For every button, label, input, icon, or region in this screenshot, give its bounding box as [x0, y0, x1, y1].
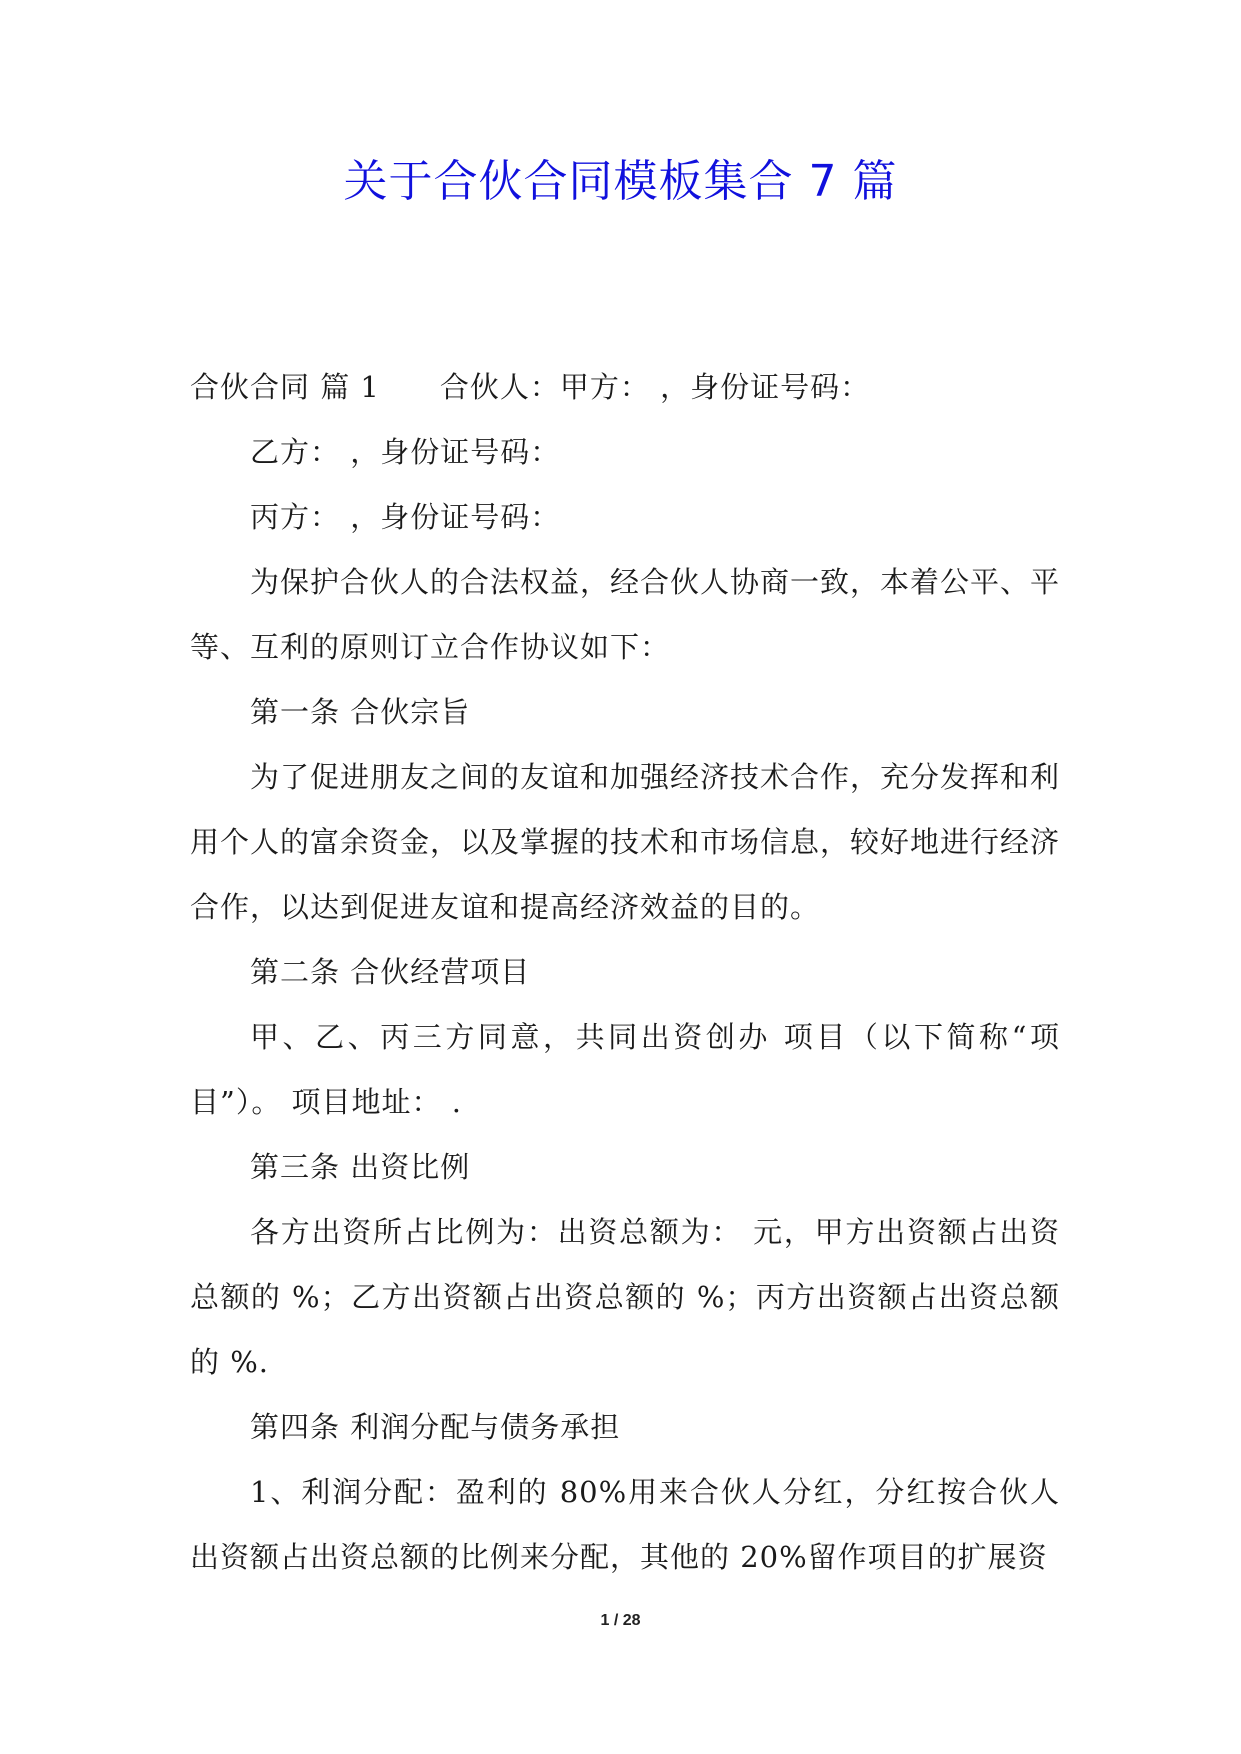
paragraph: 乙方： ，身份证号码： [250, 435, 561, 469]
article-heading: 第二条 合伙经营项目 [250, 955, 531, 989]
paragraph: 丙方： ，身份证号码： [250, 500, 561, 534]
document-body [190, 355, 1060, 1590]
article-heading: 第三条 出资比例 [250, 1150, 471, 1184]
paragraph: 为了促进朋友之间的友谊和加强经济技术合作，充分发挥和利用个人的富余资金，以及掌握的技术和市场信息，较好地进行经济合作，以达到促进友谊和提高经济效益的目的。 [190, 760, 1061, 924]
partner-a-line: 合伙人：甲方： ，身份证号码： [439, 370, 871, 404]
paragraph: 1、利润分配：盈利的 80%用来合伙人分红，分红按合伙人出资额占出资总额的比例来分配，其他的 20%留作项目的扩展资 [190, 1475, 1060, 1574]
page-number: 1 / 28 [600, 1612, 641, 1629]
document-title: 关于合伙合同模板集合 7 篇 [343, 156, 898, 207]
article-heading: 第一条 合伙宗旨 [250, 695, 471, 729]
paragraph-first-line [190, 355, 1060, 420]
paragraph: 为保护合伙人的合法权益，经合伙人协商一致，本着公平、平等、互利的原则订立合作协议如下： [190, 565, 1061, 664]
contract-section-heading: 合伙合同 篇 1 [190, 370, 380, 404]
paragraph: 各方出资所占比例为：出资总额为： 元，甲方出资额占出资总额的 %；乙方出资额占出资总额的 %；丙方出资额占出资总额的 %. [190, 1215, 1060, 1379]
article-heading: 第四条 利润分配与债务承担 [250, 1410, 621, 1444]
paragraph: 甲、乙、丙三方同意，共同出资创办 项目（以下简称“项目”）。 项目地址： . [190, 1020, 1060, 1119]
